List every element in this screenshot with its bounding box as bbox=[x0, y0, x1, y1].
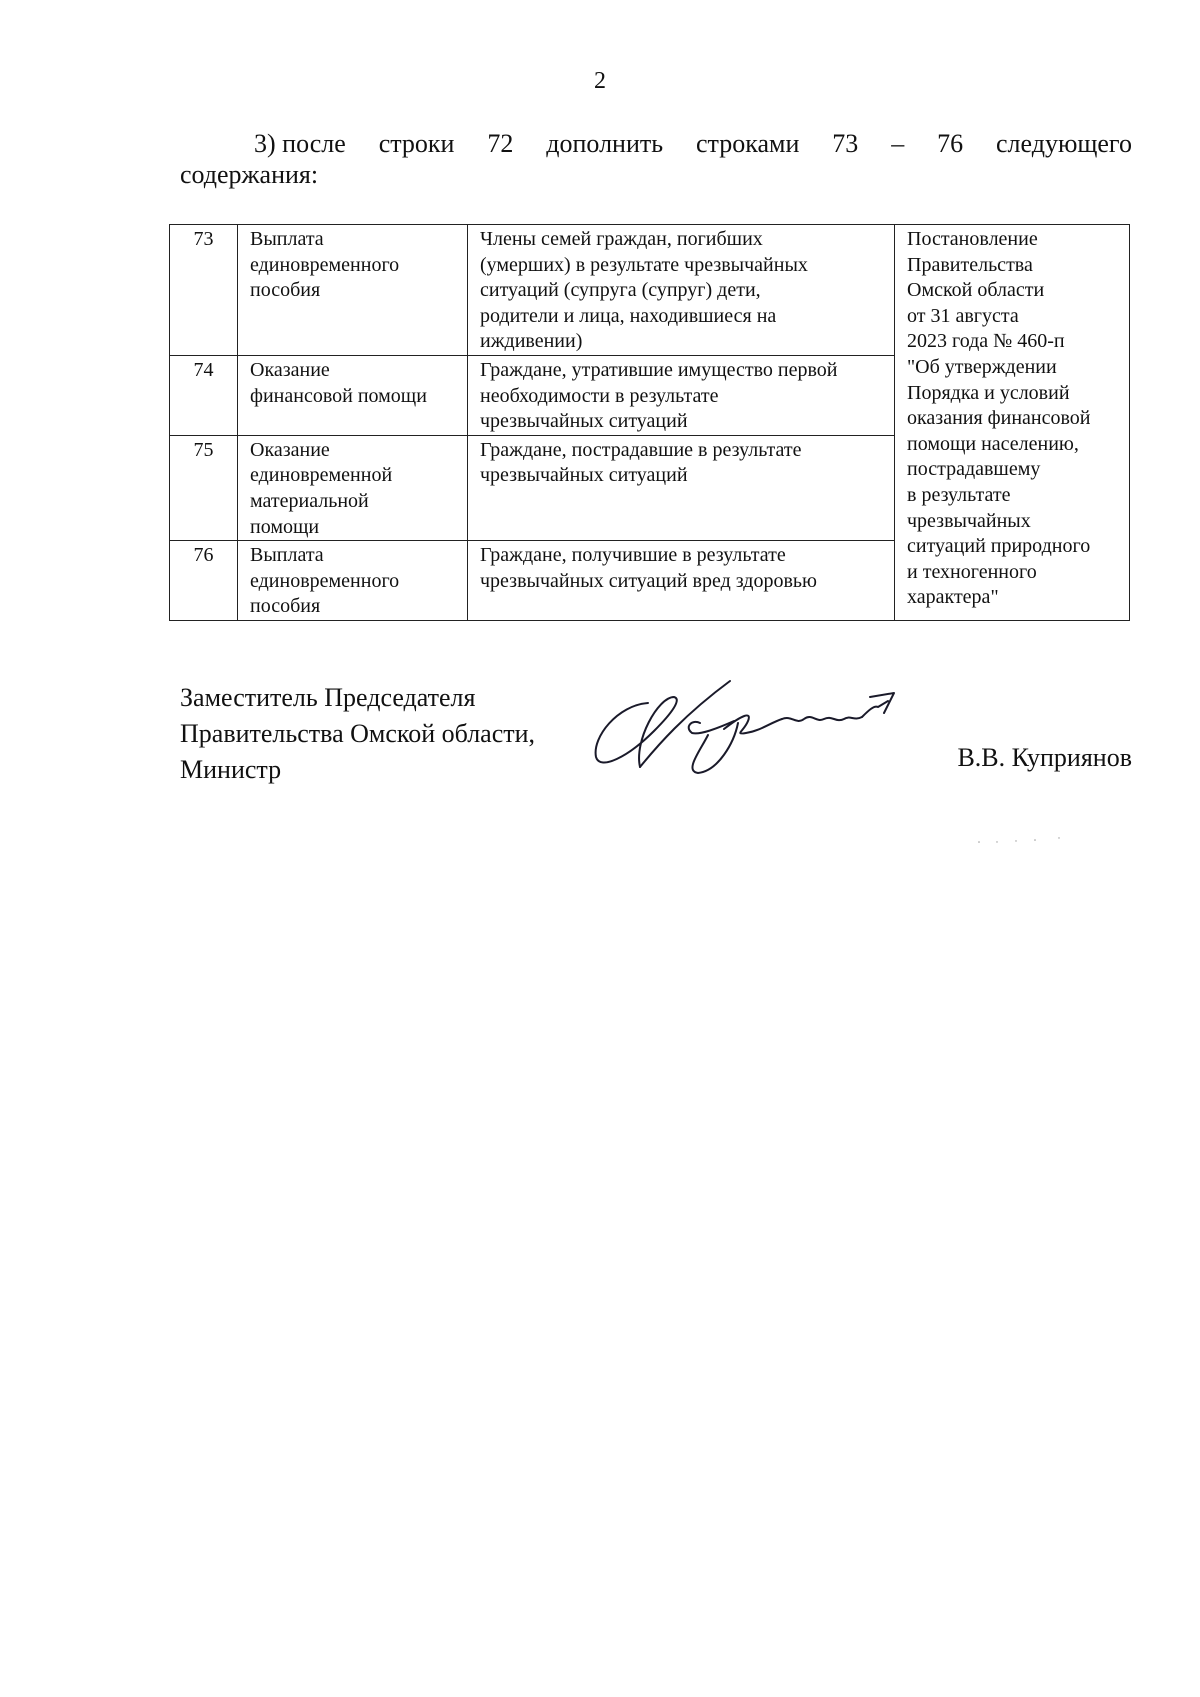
row-number: 73 bbox=[170, 225, 238, 356]
row-number: 76 bbox=[170, 541, 238, 621]
legal-basis-cell: Постановление Правительства Омской области от 31 августа 2023 года № 460-п "Об утверждении Порядка и условий оказания финансовой помощи населению, пострадавшему в результате чрезвычайных ситуаций природного и техногенного характера" bbox=[895, 225, 1130, 621]
intro-word: 72 bbox=[487, 129, 514, 158]
page-number: 2 bbox=[594, 68, 606, 94]
intro-word: строки bbox=[378, 129, 455, 158]
signatory-title-line: Заместитель Председателя bbox=[180, 683, 476, 712]
recipients-cell: Граждане, пострадавшие в результате чрезвычайных ситуаций bbox=[468, 435, 895, 540]
measure-cell: Оказание единовременной материальной помощи bbox=[238, 435, 468, 540]
row-number: 74 bbox=[170, 355, 238, 435]
intro-word: 3) после bbox=[254, 129, 346, 158]
recipients-cell: Граждане, получившие в результате чрезвычайных ситуаций вред здоровью bbox=[468, 541, 895, 621]
row-number: 75 bbox=[170, 435, 238, 540]
signatory-title bbox=[180, 680, 535, 788]
intro-line-1 bbox=[180, 128, 1132, 159]
intro-word: 76 bbox=[937, 129, 964, 158]
measure-cell: Оказание финансовой помощи bbox=[238, 355, 468, 435]
handwritten-signature bbox=[588, 675, 918, 785]
amendment-table bbox=[169, 224, 1130, 621]
signatory-title-line: Министр bbox=[180, 755, 282, 784]
amendment-intro bbox=[180, 128, 1132, 190]
intro-word: следующего bbox=[996, 129, 1132, 158]
signatory-title-line: Правительства Омской области, bbox=[180, 719, 536, 748]
intro-word: дополнить bbox=[546, 129, 664, 158]
recipients-cell: Граждане, утратившие имущество первой необходимости в результате чрезвычайных ситуаций bbox=[468, 355, 895, 435]
signatory-name: В.В. Куприянов bbox=[957, 743, 1132, 772]
recipients-cell: Члены семей граждан, погибших (умерших) в результате чрезвычайных ситуаций (супруга (супруг) дети, родители и лица, находившиеся на иждивении) bbox=[468, 225, 895, 356]
intro-word: – bbox=[891, 129, 905, 158]
intro-word: строками bbox=[696, 129, 800, 158]
measure-cell: Выплата единовременного пособия bbox=[238, 225, 468, 356]
scan-speck-marks bbox=[975, 836, 1065, 844]
intro-word: 73 bbox=[832, 129, 859, 158]
measure-cell: Выплата единовременного пособия bbox=[238, 541, 468, 621]
table-row bbox=[170, 225, 1130, 356]
intro-line-2: содержания: bbox=[180, 160, 319, 189]
